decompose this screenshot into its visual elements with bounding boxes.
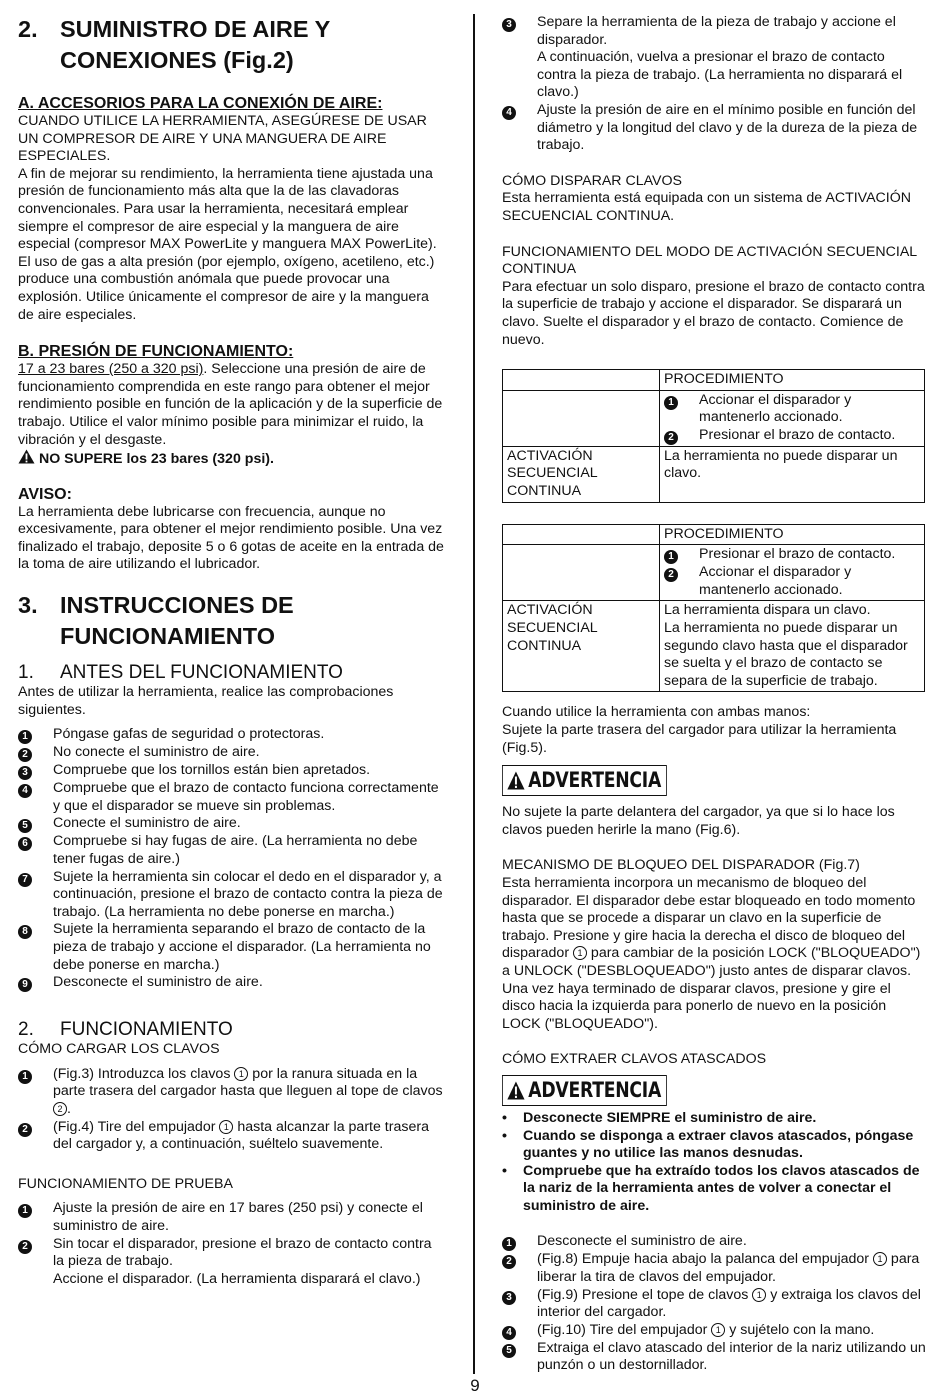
list-item (18, 921, 446, 974)
number-marker: 1 (664, 396, 678, 410)
item-text: Extraiga el clavo atascado del interior de la nariz utilizando un punzón o un destornillador. (537, 1339, 926, 1374)
procedure-table-2 (502, 524, 925, 693)
item-text: Ajuste la presión de aire en el mínimo posible en función del diámetro y la longitud del clavo y de la dureza de la pieza de trabajo. (537, 101, 918, 154)
result-text: La herramienta no puede disparar un segundo clavo hasta que el disparador se suelta y el brazo de contacto se separa de la superficie de trabajo. (664, 620, 908, 689)
list-item (18, 833, 446, 868)
pressure-range: 17 a 23 bares (250 a 320 psi) (18, 361, 204, 378)
advertencia-text: ADVERTENCIA (528, 768, 662, 793)
step (664, 546, 920, 564)
item-text: (Fig.3) Introduzca los clavos (53, 1065, 235, 1082)
number-marker: 2 (18, 1123, 32, 1137)
step-text: Presionar el brazo de contacto. (699, 546, 896, 563)
number-marker: 9 (18, 978, 32, 992)
number-marker: 6 (18, 837, 32, 851)
ref-marker: 1 (873, 1252, 887, 1266)
list-item (18, 1200, 446, 1235)
section-number: 3. (18, 592, 38, 619)
list-item (502, 102, 926, 155)
subsection-2-heading (18, 1019, 446, 1041)
list-item (18, 869, 446, 922)
number-marker: 1 (18, 1070, 32, 1084)
left-column (18, 14, 446, 1288)
number-marker: 2 (664, 431, 678, 445)
paragraph: No sujete la parte delantera del cargador, ya que si lo hace los clavos pueden herirle la mano (Fig.6). (502, 804, 895, 838)
paragraph: Sujete la parte trasera del cargador para utilizar la herramienta (Fig.5). (502, 722, 897, 756)
section-title-line2: CONEXIONES (Fig.2) (60, 47, 294, 73)
subsection-title: FUNCIONAMIENTO (60, 1019, 233, 1041)
right-column (502, 14, 926, 1375)
number-marker: 4 (18, 784, 32, 798)
paragraph: Esta herramienta está equipada con un sistema de ACTIVACIÓN SECUENCIAL CONTINUA. (502, 190, 912, 224)
paragraph-text: para cambiar de la posición LOCK ("BLOQUEADO") a UNLOCK ("DESBLOQUEADO") justo antes de disparar clavos. Una vez haya terminado de disparar clavos, presione y gire el disco hacia la izquierda para ponerlo de nuevo en la posición LOCK ("BLOQUEADO"). (502, 945, 921, 1032)
table-cell-empty (503, 370, 660, 391)
list-item (18, 1119, 446, 1154)
advertencia-label (502, 1075, 667, 1106)
paragraph: La herramienta debe lubricarse con frecuencia, aunque no excesivamente, para obtener el mejor rendimiento posible. Una vez finalizado el trabajo, deposite 5 o 6 gotas de aceite en la entrada de la toma de aire utilizando el lubricador. (18, 503, 444, 573)
number-marker: 2 (18, 748, 32, 762)
step-text: Presionar el brazo de contacto. (699, 426, 896, 443)
lock-title: MECANISMO DE BLOQUEO DEL DISPARADOR (Fig.7) (502, 857, 860, 874)
number-marker: 7 (18, 873, 32, 887)
table-cell-empty (503, 545, 660, 601)
subsection-title: ANTES DEL FUNCIONAMIENTO (60, 662, 343, 684)
item-text: y extraiga los clavos del interior del cargador. (537, 1286, 921, 1321)
table-cell-empty (503, 390, 660, 446)
subsection-number: 2. (18, 1019, 34, 1041)
advertencia-text: ADVERTENCIA (528, 1077, 662, 1102)
item-text: A continuación, vuelva a presionar el brazo de contacto contra la pieza de trabajo. (La herramienta no disparará el clavo.) (537, 49, 903, 101)
list-item (502, 1340, 926, 1375)
item-text: Sin tocar el disparador, presione el brazo de contacto contra la pieza de trabajo. (53, 1235, 432, 1270)
number-marker: 2 (18, 1240, 32, 1254)
ref-marker: 2 (53, 1102, 67, 1116)
list-item (18, 726, 446, 744)
number-marker: 1 (18, 1204, 32, 1218)
item-text: Separe la herramienta de la pieza de trabajo y accione el disparador. (537, 14, 896, 48)
result-text: La herramienta dispara un clavo. (664, 602, 871, 619)
bullet-text: Compruebe que ha extraído todos los clavos atascados de la nariz de la herramienta antes de volver a conectar el suministro de aire. (523, 1162, 920, 1214)
item-text: hasta alcanzar la parte trasera del cargador y, a continuación, suéltelo suavemente. (53, 1118, 429, 1153)
step-text: Accionar el disparador y mantenerlo accionado. (699, 564, 852, 598)
list-item (502, 14, 926, 102)
item-text: Accione el disparador. (La herramienta disparará el clavo.) (53, 1270, 421, 1287)
checklist (18, 726, 446, 992)
loading-title: CÓMO CARGAR LOS CLAVOS (18, 1041, 220, 1058)
subsection-a-title: A. ACCESORIOS PARA LA CONEXIÓN DE AIRE: (18, 95, 383, 112)
item-text: Póngase gafas de seguridad o protectoras. (53, 726, 325, 743)
list-item (18, 762, 446, 780)
bullet-item: • Cuando se disponga a extraer clavos atascados, póngase guantes y no utilice las manos desnudas. (502, 1128, 926, 1163)
table-cell-empty (503, 524, 660, 545)
item-text: Compruebe si hay fugas de aire. (La herramienta no debe tener fugas de aire.) (53, 833, 418, 868)
section-title-line1: INSTRUCCIONES DE (60, 592, 294, 619)
list-item (18, 815, 446, 833)
item-text: Desconecte el suministro de aire. (537, 1233, 747, 1250)
ref-marker: 1 (711, 1323, 725, 1337)
step-text: Accionar el disparador y mantenerlo accionado. (699, 391, 852, 426)
section-3-heading (18, 590, 446, 652)
number-marker: 1 (664, 550, 678, 564)
number-marker: 3 (502, 1291, 516, 1305)
paragraph-caps: CUANDO UTILICE LA HERRAMIENTA, ASEGÚRESE DE USAR UN COMPRESOR DE AIRE Y UNA MANGUERA DE AIRE ESPECIALES. (18, 113, 427, 165)
warning-icon (18, 449, 35, 464)
item-text: (Fig.10) Tire del empujador (537, 1321, 712, 1338)
table-header: PROCEDIMIENTO (660, 370, 925, 391)
result-cell: La herramienta no puede disparar un clavo. (660, 446, 925, 502)
number-marker: 2 (664, 568, 678, 582)
page-number: 9 (470, 1376, 480, 1395)
paragraph-text: . Seleccione una presión de aire de funcionamiento comprendida en este rango para obtener el mejor rendimiento posible en función de la aplicación y de la superficie de trabajo. Utilice el valor mínimo posible para minimizar el ruido, la vibración y el desgaste. (18, 361, 443, 448)
paragraph (18, 361, 446, 449)
paragraph-text: Esta herramienta incorpora un mecanismo de bloqueo del disparador. El disparador debe estar bloqueado en todo momento hasta que se procede a disparar un clavo en la superficie de trabajo. Presione y gire hacia la derecha el disco de bloqueo del disparador (502, 874, 916, 962)
paragraph: Cuando utilice la herramienta con ambas manos: (502, 704, 811, 721)
bullet-item: • Desconecte SIEMPRE el suministro de aire. (502, 1109, 817, 1126)
list-item (502, 1233, 926, 1251)
procedure-steps (660, 390, 925, 446)
bullet-text: Desconecte SIEMPRE el suministro de aire. (523, 1109, 817, 1126)
table-header: PROCEDIMIENTO (660, 524, 925, 545)
paragraph: Para efectuar un solo disparo, presione el brazo de contacto contra la superficie de trabajo y accione el disparador. Se disparará un clavo. Suelte el disparador y el brazo de contacto. Comience de nuevo. (502, 278, 925, 348)
item-text: para liberar la tira de clavos del empujador. (537, 1251, 920, 1286)
pressure-warning (18, 449, 446, 469)
paragraph: El uso de gas a alta presión (por ejemplo, oxígeno, acetileno, etc.) produce una combustión anómala que puede provocar una explosión. Utilice únicamente el compresor de aire y la manguera de aire especiales. (18, 253, 435, 323)
number-marker: 8 (18, 925, 32, 939)
warning-icon (507, 771, 525, 790)
subsection-b-title: B. PRESIÓN DE FUNCIONAMIENTO: (18, 343, 294, 361)
item-text: Compruebe que el brazo de contacto funciona correctamente y que el disparador se mueve sin problemas. (53, 780, 439, 814)
section-number: 2. (18, 16, 38, 42)
ref-marker: 1 (573, 946, 587, 960)
bullet-text: Cuando se disponga a extraer clavos atascados, póngase guantes y no utilice las manos desnudas. (523, 1127, 914, 1162)
item-text: (Fig.4) Tire del empujador (53, 1118, 220, 1135)
list-item (18, 744, 446, 762)
step (664, 427, 920, 445)
number-marker: 2 (502, 1255, 516, 1269)
item-text: (Fig.8) Empuje hacia abajo la palanca del empujador (537, 1251, 873, 1268)
paragraph (502, 875, 926, 1033)
number-marker: 5 (502, 1344, 516, 1358)
item-text: y sujételo con la mano. (725, 1321, 875, 1338)
advertencia-label (502, 765, 667, 796)
item-text: Compruebe que los tornillos están bien apretados. (53, 762, 371, 779)
ref-marker: 1 (234, 1067, 248, 1081)
jam-title: CÓMO EXTRAER CLAVOS ATASCADOS (502, 1051, 767, 1068)
item-text: por la ranura situada en la parte trasera del cargador hasta que lleguen al tope de clavos (53, 1065, 443, 1100)
warning-text: los 23 bares (320 psi). (122, 451, 274, 468)
mode-title: FUNCIONAMIENTO DEL MODO DE ACTIVACIÓN SECUENCIAL CONTINUA (502, 243, 917, 278)
test-title: FUNCIONAMIENTO DE PRUEBA (18, 1175, 233, 1192)
number-marker: 3 (502, 18, 516, 32)
ref-marker: 1 (752, 1288, 766, 1302)
number-marker: 4 (502, 106, 516, 120)
firing-title: CÓMO DISPARAR CLAVOS (502, 172, 683, 189)
number-marker: 4 (502, 1326, 516, 1340)
number-marker: 1 (502, 1237, 516, 1251)
step (664, 564, 920, 599)
number-marker: 5 (18, 819, 32, 833)
subsection-1-heading (18, 662, 446, 684)
list-item (18, 1236, 446, 1289)
item-text: Conecte el suministro de aire. (53, 815, 241, 832)
section-title-line1: SUMINISTRO DE AIRE Y (60, 16, 331, 42)
result-cell (660, 601, 925, 692)
list-item (18, 780, 446, 815)
item-text: Sujete la herramienta sin colocar el dedo en el disparador y, a continuación, presione el brazo de contacto contra la pieza de trabajo. (La herramienta no debe ponerse en marcha.) (53, 868, 443, 920)
item-text: Sujete la herramienta separando el brazo de contacto de la pieza de trabajo y accione el disparador. (La herramienta no debe ponerse en marcha.) (53, 921, 431, 973)
section-title-line2: FUNCIONAMIENTO (60, 623, 275, 650)
bullet-item: • Compruebe que ha extraído todos los clavos atascados de la nariz de la herramienta antes de volver a conectar el suministro de aire. (502, 1163, 926, 1216)
ref-marker: 1 (219, 1120, 233, 1134)
list-item (18, 1066, 446, 1119)
item-text: Ajuste la presión de aire en 17 bares (250 psi) y conecte el suministro de aire. (53, 1200, 423, 1234)
paragraph: A fin de mejorar su rendimiento, la herramienta tiene ajustada una presión de funcionamiento más alta que la de las clavadoras convencionales. Para usar la herramienta, necesitará emplear siempre el compresor de aire especial y la manguera de aire especial (compresor MAX PowerLite y manguera MAX PowerLite). (18, 165, 437, 253)
mode-label: ACTIVACIÓN SECUENCIAL CONTINUA (503, 446, 660, 502)
warning-bold: NO SUPERE (38, 451, 123, 468)
mode-label: ACTIVACIÓN SECUENCIAL CONTINUA (503, 601, 660, 692)
aviso-title: AVISO: (18, 485, 72, 503)
number-marker: 3 (18, 766, 32, 780)
warning-bullets (502, 1110, 926, 1216)
item-text: (Fig.9) Presione el tope de clavos (537, 1286, 753, 1303)
procedure-table-1 (502, 369, 925, 503)
step (664, 392, 920, 427)
column-divider (473, 14, 475, 1374)
procedure-steps (660, 545, 925, 601)
list-item (502, 1251, 926, 1286)
list-item (18, 974, 446, 992)
number-marker: 1 (18, 730, 32, 744)
item-text: No conecte el suministro de aire. (53, 744, 260, 761)
section-2-heading (18, 14, 446, 76)
item-text: . (67, 1100, 71, 1117)
list-item (502, 1322, 926, 1340)
item-text: Desconecte el suministro de aire. (53, 974, 263, 991)
paragraph: Antes de utilizar la herramienta, realice las comprobaciones siguientes. (18, 684, 394, 718)
subsection-number: 1. (18, 662, 34, 684)
list-item (502, 1287, 926, 1322)
warning-icon (507, 1081, 525, 1100)
